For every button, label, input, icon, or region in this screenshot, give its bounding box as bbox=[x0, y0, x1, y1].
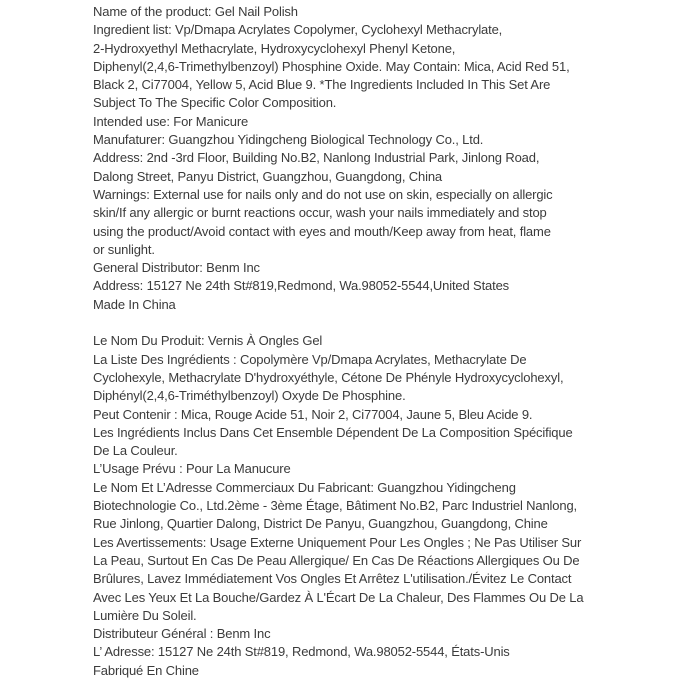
warnings-line: using the product/Avoid contact with eyes and mouth/Keep away from heat, flame bbox=[93, 223, 551, 239]
distributor-address-line-fr: L’ Adresse: 15127 Ne 24th St#819, Redmond, Wa.98052-5544, États-Unis bbox=[93, 644, 510, 660]
warnings-line: or sunlight. bbox=[93, 241, 155, 257]
ingredient-list-line: Black 2, Ci77004, Yellow 5, Acid Blue 9. *The Ingredients Included In This Set Are bbox=[93, 77, 551, 93]
warnings-line-fr: Les Avertissements: Usage Externe Uniquement Pour Les Ongles ; Ne Pas Utiliser Sur bbox=[93, 534, 582, 550]
manufacturer-line-fr: Le Nom Et L’Adresse Commerciaux Du Fabricant: Guangzhou Yidingcheng bbox=[93, 479, 516, 495]
made-in-line: Made In China bbox=[93, 296, 176, 312]
ingredient-list-line-fr: De La Couleur. bbox=[93, 443, 178, 459]
ingredient-list-line: 2-Hydroxyethyl Methacrylate, Hydroxycyclohexyl Phenyl Ketone, bbox=[93, 40, 456, 56]
manufacturer-address-line: Dalong Street, Panyu District, Guangzhou, Guangdong, China bbox=[93, 168, 443, 184]
manufacturer-line: Manufaturer: Guangzhou Yidingcheng Biological Technology Co., Ltd. bbox=[93, 132, 484, 148]
warnings-line: skin/If any allergic or burnt reactions occur, wash your nails immediately and stop bbox=[93, 205, 547, 221]
ingredient-list-line: Diphenyl(2,4,6-Trimethylbenzoyl) Phosphine Oxide. May Contain: Mica, Acid Red 51, bbox=[93, 58, 570, 74]
warnings-line-fr: Brûlures, Lavez Immédiatement Vos Ongles Et Arrêtez L'utilisation./Évitez Le Contact bbox=[93, 571, 572, 587]
distributor-line-fr: Distributeur Général : Benm Inc bbox=[93, 626, 271, 642]
manufacturer-address-line-fr: Rue Jinlong, Quartier Dalong, District De Panyu, Guangzhou, Guangdong, Chine bbox=[93, 516, 548, 532]
ingredient-list-line-fr: Diphényl(2,4,6-Triméthylbenzoyl) Oxyde De Phosphine. bbox=[93, 388, 406, 404]
intended-use-line: Intended use: For Manicure bbox=[93, 113, 249, 129]
ingredient-list-line-fr: La Liste Des Ingrédients : Copolymère Vp/Dmapa Acrylates, Methacrylate De bbox=[93, 351, 527, 367]
manufacturer-address-line-fr: Biotechnologie Co., Ltd.2ème - 3ème Étage, Bâtiment No.B2, Parc Industriel Nanlong, bbox=[93, 498, 577, 514]
ingredient-list-line-fr: Cyclohexyle, Methacrylate D'hydroxyéthyle, Cétone De Phényle Hydroxycyclohexyl, bbox=[93, 369, 564, 385]
warnings-line-fr: Lumière Du Soleil. bbox=[93, 607, 197, 623]
ingredient-list-line: Ingredient list: Vp/Dmapa Acrylates Copolymer, Cyclohexyl Methacrylate, bbox=[93, 22, 503, 38]
product-label-document bbox=[93, 3, 659, 679]
manufacturer-address-line: Address: 2nd -3rd Floor, Building No.B2, Nanlong Industrial Park, Jinlong Road, bbox=[93, 150, 540, 166]
english-label-section bbox=[93, 3, 659, 314]
intended-use-line-fr: L’Usage Prévu : Pour La Manucure bbox=[93, 461, 291, 477]
made-in-line-fr: Fabriqué En Chine bbox=[93, 662, 199, 678]
distributor-line: General Distributor: Benm Inc bbox=[93, 260, 260, 276]
warnings-line: Warnings: External use for nails only and do not use on skin, especially on allergic bbox=[93, 186, 553, 202]
product-name-line-fr: Le Nom Du Produit: Vernis À Ongles Gel bbox=[93, 333, 323, 349]
ingredient-list-line-fr: Les Ingrédients Inclus Dans Cet Ensemble Dépendent De La Composition Spécifique bbox=[93, 424, 573, 440]
ingredient-list-line: Subject To The Specific Color Composition. bbox=[93, 95, 337, 111]
distributor-address-line: Address: 15127 Ne 24th St#819,Redmond, Wa.98052-5544,United States bbox=[93, 278, 510, 294]
warnings-line-fr: La Peau, Surtout En Cas De Peau Allergique/ En Cas De Réactions Allergiques Ou De bbox=[93, 552, 580, 568]
product-name-line: Name of the product: Gel Nail Polish bbox=[93, 4, 298, 19]
ingredient-list-line-fr: Peut Contenir : Mica, Rouge Acide 51, Noir 2, Ci77004, Jaune 5, Bleu Acide 9. bbox=[93, 406, 533, 422]
french-label-section bbox=[93, 332, 659, 679]
warnings-line-fr: Avec Les Yeux Et La Bouche/Gardez À L'Écart De La Chaleur, Des Flammes Ou De La bbox=[93, 589, 584, 605]
